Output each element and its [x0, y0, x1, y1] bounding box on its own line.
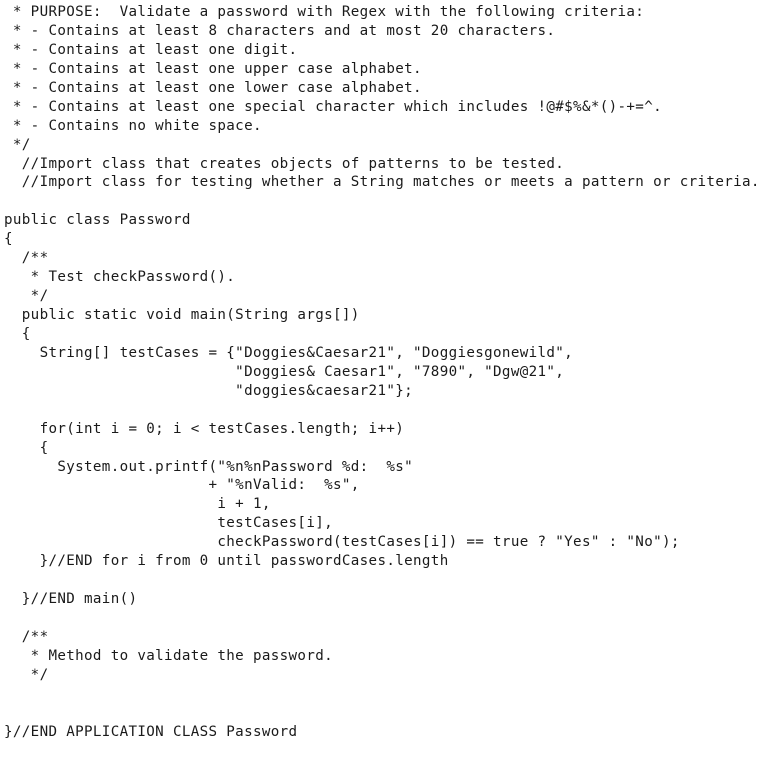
code-line: * - Contains at least one digit. — [4, 41, 298, 58]
code-line: for(int i = 0; i < testCases.length; i++) — [4, 420, 405, 437]
code-line: //Import class for testing whether a String matches or meets a pattern or criteria. — [4, 174, 760, 191]
code-line: * PURPOSE: Validate a password with Regex with the following criteria: — [4, 4, 645, 20]
code-line: }//END APPLICATION CLASS Password — [4, 723, 298, 740]
code-view — [4, 3, 778, 742]
code-line — [4, 704, 778, 723]
code-line — [4, 401, 778, 420]
code-line: * Method to validate the password. — [4, 647, 333, 664]
code-line: String[] testCases = {"Doggies&Caesar21", "Doggiesgonewild", — [4, 344, 574, 361]
code-line: { — [4, 325, 31, 342]
code-line: * - Contains no white space. — [4, 117, 262, 134]
code-line: /** — [4, 628, 49, 645]
code-line: { — [4, 439, 49, 456]
code-line: * - Contains at least 8 characters and at most 20 characters. — [4, 22, 556, 39]
code-line: */ — [4, 136, 31, 153]
code-line: i + 1, — [4, 496, 271, 513]
code-line: "Doggies& Caesar1", "7890", "Dgw@21", — [4, 363, 565, 380]
code-line: }//END main() — [4, 591, 138, 608]
code-line — [4, 685, 778, 704]
code-line: checkPassword(testCases[i]) == true ? "Yes" : "No"); — [4, 534, 680, 551]
code-line: * Test checkPassword(). — [4, 269, 236, 286]
code-line: * - Contains at least one upper case alphabet. — [4, 60, 422, 77]
code-line: * - Contains at least one special character which includes !@#$%&*()-+=^. — [4, 98, 662, 115]
code-line: + "%nValid: %s", — [4, 477, 360, 494]
code-line — [4, 192, 778, 211]
code-line — [4, 609, 778, 628]
code-line: "doggies&caesar21"}; — [4, 382, 414, 399]
code-line: { — [4, 231, 13, 248]
code-line: /** — [4, 250, 49, 267]
code-line: public class Password — [4, 212, 191, 229]
code-line: }//END for i from 0 until passwordCases.length — [4, 553, 449, 570]
code-line: //Import class that creates objects of patterns to be tested. — [4, 155, 565, 172]
code-line: public static void main(String args[]) — [4, 307, 360, 323]
code-line: */ — [4, 288, 49, 305]
code-line: * - Contains at least one lower case alphabet. — [4, 79, 422, 96]
code-line — [4, 571, 778, 590]
code-line: System.out.printf("%n%nPassword %d: %s" — [4, 458, 414, 475]
code-line: testCases[i], — [4, 515, 333, 532]
code-line: */ — [4, 666, 49, 683]
